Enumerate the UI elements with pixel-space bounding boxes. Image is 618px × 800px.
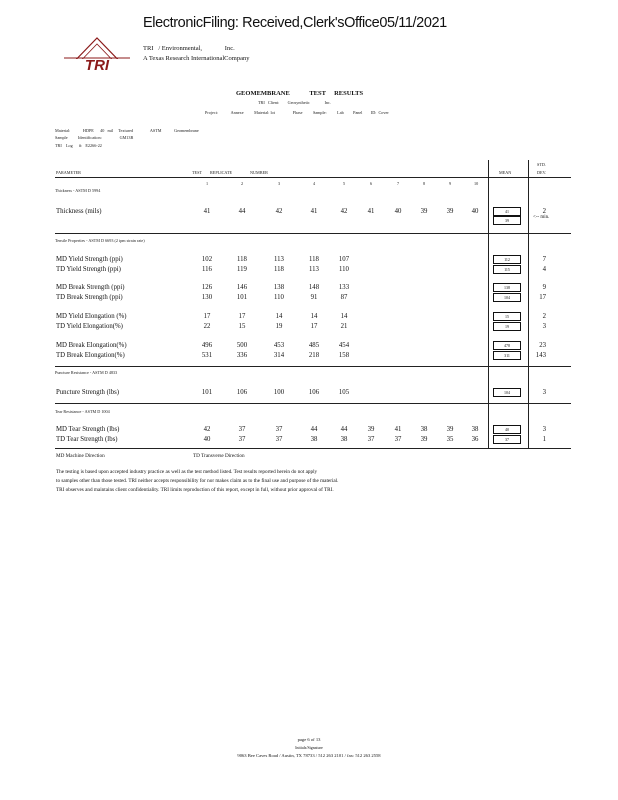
cell-md_yield_el-3: 14 [275,313,283,320]
logo-text: TRI [84,57,110,72]
mean-column-rule-left [488,160,489,448]
cell-td_yield_str-5: 110 [339,266,349,273]
cell-md_break_el-3: 453 [273,342,285,349]
cell-md_break_str-5: 133 [338,284,350,291]
cell-td_yield_el-5: 21 [340,323,348,330]
footer-page: page 6 of 13 [297,737,321,742]
disclaimer-line-3: TRI observes and maintains client confidentiality. TRI limits reproduction of this report, except in full, without prior approval of TRI. [56,487,334,493]
cell-td_break_str-1: 130 [201,294,213,301]
cell-thickness-8: 39 [420,208,428,215]
cell-md_tear-9: 39 [446,426,454,433]
cell-md_yield_str-2: 118 [237,256,247,263]
section-rule [55,233,571,234]
std-dev-md_tear: 3 [542,426,546,433]
cell-md_yield_el-2: 17 [238,313,246,320]
cell-thickness-7: 40 [394,208,402,215]
cell-td_tear-2: 37 [238,436,246,443]
thickness-min-box: 39 [493,216,521,225]
replicate-number: 7 [397,181,400,186]
std-dev-md_break_str: 9 [542,284,546,291]
row-label-md_tear: MD Tear Strength (lbs) [56,426,120,433]
cell-md_yield_el-5: 14 [340,313,348,320]
footer-address: 9063 Bee Caves Road / Austin, TX 78733 / 512 263 2101 / fax: 512 263 2558 [237,753,381,758]
cell-td_break_el-5: 158 [338,352,350,359]
cell-td_break_el-3: 314 [273,352,285,359]
col-mean: MEAN [499,170,512,175]
report-sub1: TRI Client: Geosynthetic Inc. [258,100,331,105]
mean-box-md_break_str: 138 [493,283,521,292]
thickness-min-note: <-- min. [533,215,550,220]
cell-md_yield_str-3: 113 [274,256,284,263]
cell-md_break_el-5: 454 [338,342,350,349]
cell-md_tear-8: 38 [420,426,428,433]
cell-md_tear-4: 44 [310,426,318,433]
mean-box-td_break_str: 104 [493,293,521,302]
mean-box-md_break_el: 478 [493,341,521,350]
cell-td_break_el-1: 531 [201,352,213,359]
col-number: NUMBER [250,170,268,175]
cell-td_break_str-5: 87 [340,294,348,301]
section-thickness: Thickness - ASTM D 5994 [55,188,101,193]
cell-td_tear-5: 38 [340,436,348,443]
cell-td_yield_el-4: 17 [310,323,318,330]
std-dev-td_break_el: 143 [535,352,546,359]
table-bottom-rule [55,448,571,449]
std-dev-puncture: 3 [542,389,546,396]
section-tear: Tear Resistance - ASTM D 1004 [55,409,110,414]
cell-td_tear-3: 37 [275,436,283,443]
section-puncture: Puncture Resistance - ASTM D 4833 [55,370,118,375]
cell-td_yield_str-1: 116 [202,266,212,273]
cell-td_break_str-4: 91 [310,294,318,301]
mean-box-thickness: 41 [493,207,521,216]
col-replicate: REPLICATE [210,170,233,175]
cell-td_tear-7: 37 [394,436,402,443]
cell-thickness-4: 41 [310,208,318,215]
row-label-puncture: Puncture Strength (lbs) [56,389,120,396]
cell-thickness-1: 41 [203,208,211,215]
col-parameter: PARAMETER [56,170,81,175]
replicate-number: 6 [370,181,373,186]
header-rule [55,177,571,178]
std-dev-td_yield_str: 4 [542,266,546,273]
tri-logo [62,36,132,72]
section-rule [55,366,571,367]
cell-thickness-3: 42 [275,208,283,215]
cell-td_tear-6: 37 [367,436,375,443]
cell-md_break_str-2: 146 [236,284,248,291]
replicate-number: 5 [343,181,346,186]
col-std-a: STD. [537,162,546,167]
cell-md_yield_str-1: 102 [201,256,213,263]
cell-td_yield_el-2: 15 [238,323,246,330]
cell-thickness-10: 40 [471,208,479,215]
cell-md_tear-6: 39 [367,426,375,433]
mean-box-td_yield_el: 19 [493,322,521,331]
std-dev-td_yield_el: 3 [542,323,546,330]
replicate-number: 1 [206,181,209,186]
row-label-td_yield_el: TD Yield Elongation(%) [56,323,123,330]
cell-thickness-6: 41 [367,208,375,215]
cell-md_tear-7: 41 [394,426,402,433]
row-label-thickness: Thickness (mils) [56,208,102,215]
footer-signature: Initials/Signature [295,745,323,750]
report-sub2: Project: Annexe Material: lot Fhase Sample: Lab Panel ID: Cover [205,110,389,115]
cell-td_yield_el-3: 19 [275,323,283,330]
cell-td_tear-9: 35 [446,436,454,443]
cell-td_yield_str-2: 119 [237,266,247,273]
cell-td_yield_str-4: 113 [309,266,319,273]
col-std-b: DEV. [537,170,547,175]
cell-md_break_str-4: 148 [308,284,320,291]
mean-box-md_tear: 40 [493,425,521,434]
std-dev-md_yield_el: 2 [542,313,546,320]
replicate-number: 8 [423,181,426,186]
disclaimer-line-1: The testing is based upon accepted industry practice as well as the test method listed. Test results reported herein do not apply [56,469,318,475]
cell-td_break_el-4: 218 [308,352,320,359]
std-dev-md_yield_str: 7 [542,256,546,263]
replicate-number: 4 [313,181,316,186]
cell-md_tear-1: 42 [203,426,211,433]
cell-md_tear-2: 37 [238,426,246,433]
row-label-td_tear: TD Tear Strength (lbs) [56,436,118,443]
cell-td_break_str-2: 101 [236,294,248,301]
cell-md_yield_el-1: 17 [203,313,211,320]
cell-td_break_el-2: 336 [236,352,248,359]
meta-sample: Sample Identification: GM13B [55,135,134,140]
meta-material: Material: HDPE 40 mil Textured ASTM Geomembrane [55,128,199,133]
legend-td: TD Transverse Direction [193,453,245,459]
cell-md_tear-10: 38 [471,426,479,433]
std-dev-td_tear: 1 [542,436,546,443]
replicate-number: 3 [278,181,281,186]
legend-md: MD Machine Direction [56,453,105,459]
section-tensile: Tensile Properties - ASTM D 6693 (2 ipm strain rate) [55,238,145,243]
replicate-number: 10 [474,181,479,186]
std-dev-thickness: 2 [542,208,546,215]
company-line2: A Texas Research InternationalCompany [143,55,250,62]
row-label-td_yield_str: TD Yield Strength (ppi) [56,266,121,273]
col-test: TEST [192,170,203,175]
meta-log: TRI Log #: E2266-22 [55,143,102,148]
mean-box-md_yield_str: 112 [493,255,521,264]
cell-puncture-2: 106 [236,389,248,396]
disclaimer-line-2: to samples other than those tested. TRI neither accepts responsibility for nor makes claim as to the final use and purpose of the material. [56,478,339,484]
replicate-number: 2 [241,181,244,186]
cell-td_tear-4: 38 [310,436,318,443]
cell-md_break_str-3: 138 [273,284,285,291]
cell-md_break_str-1: 126 [201,284,213,291]
cell-md_tear-5: 44 [340,426,348,433]
mean-box-td_yield_str: 115 [493,265,521,274]
cell-md_break_el-1: 496 [201,342,213,349]
row-label-td_break_str: TD Break Strength (ppi) [56,294,123,301]
cell-puncture-3: 100 [273,389,285,396]
row-label-td_break_el: TD Break Elongation(%) [56,352,125,359]
row-label-md_break_str: MD Break Strength (ppi) [56,284,125,291]
row-label-md_yield_el: MD Yield Elongation (%) [56,313,127,320]
cell-md_tear-3: 37 [275,426,283,433]
cell-md_yield_el-4: 14 [310,313,318,320]
cell-td_yield_el-1: 22 [203,323,211,330]
cell-td_tear-10: 36 [471,436,479,443]
cell-md_yield_str-5: 107 [338,256,350,263]
cell-thickness-5: 42 [340,208,348,215]
row-label-md_break_el: MD Break Elongation(%) [56,342,127,349]
cell-puncture-1: 101 [201,389,213,396]
cell-md_break_el-4: 485 [308,342,320,349]
cell-md_break_el-2: 500 [236,342,248,349]
cell-td_tear-8: 39 [420,436,428,443]
row-label-md_yield_str: MD Yield Strength (ppi) [56,256,123,263]
cell-md_yield_str-4: 118 [309,256,319,263]
cell-puncture-4: 106 [308,389,320,396]
section-rule [55,403,571,404]
cell-thickness-2: 44 [238,208,246,215]
std-dev-md_break_el: 23 [539,342,546,349]
report-title: GEOMEMBRANE TEST RESULTS [236,90,364,97]
std-dev-td_break_str: 17 [539,294,546,301]
mean-box-td_break_el: 311 [493,351,521,360]
cell-puncture-5: 105 [338,389,350,396]
mean-box-md_yield_el: 15 [493,312,521,321]
cell-td_yield_str-3: 118 [274,266,284,273]
replicate-number: 9 [449,181,452,186]
mean-column-rule-right [528,160,529,448]
mean-box-td_tear: 37 [493,435,521,444]
company-line1: TRI / Environmental, Inc. [143,45,235,52]
cell-thickness-9: 39 [446,208,454,215]
efile-stamp: ElectronicFiling: Received,Clerk'sOffice05/11/2021 [143,15,447,31]
cell-td_break_str-3: 110 [274,294,284,301]
mean-box-puncture: 104 [493,388,521,397]
cell-td_tear-1: 40 [203,436,211,443]
